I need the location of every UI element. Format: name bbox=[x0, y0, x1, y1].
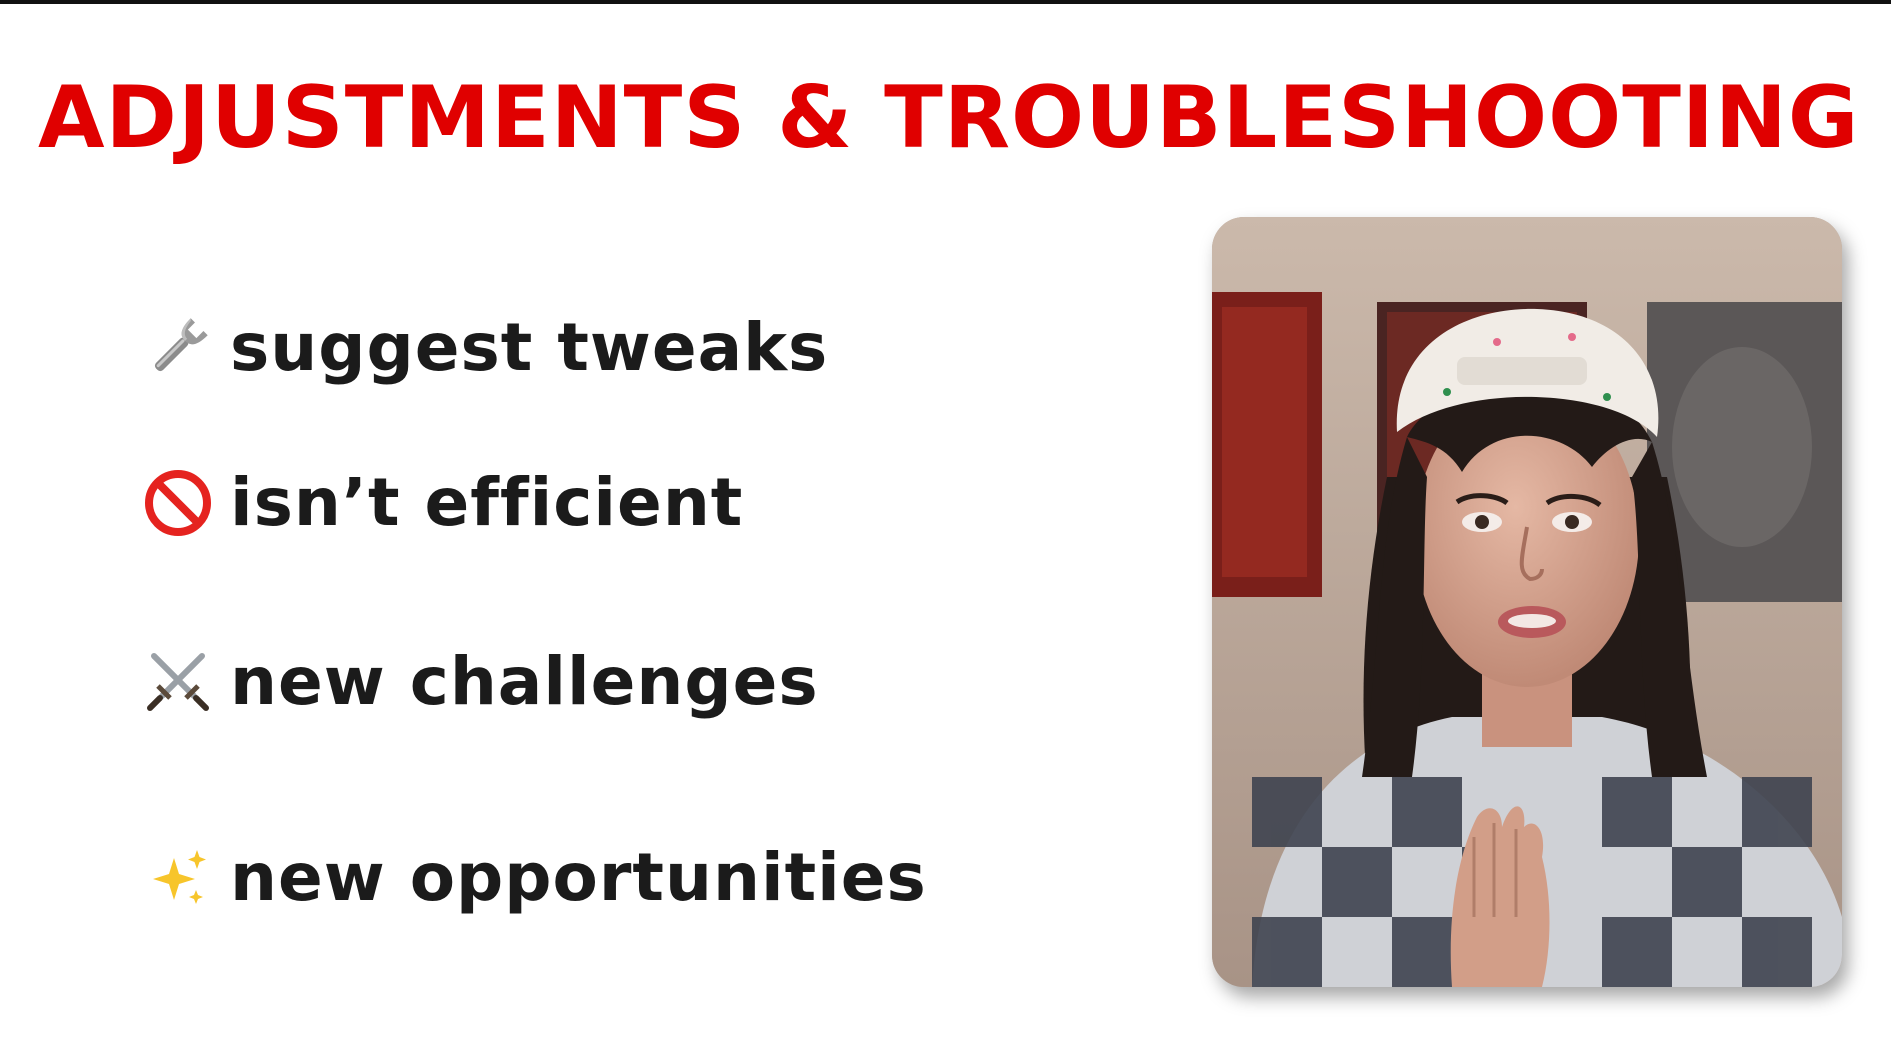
wrench-icon bbox=[144, 314, 212, 382]
bullet-item bbox=[144, 642, 819, 722]
presenter-photo bbox=[1212, 217, 1842, 987]
bullet-text: isn’t efficient bbox=[230, 464, 744, 541]
crossed-swords-icon bbox=[144, 648, 212, 716]
bullet-item bbox=[144, 463, 743, 543]
bullet-text: new opportunities bbox=[230, 839, 927, 916]
sparkles-icon bbox=[144, 844, 212, 912]
bullet-text: new challenges bbox=[230, 643, 819, 720]
no-entry-icon bbox=[144, 469, 212, 537]
bullet-item bbox=[144, 838, 927, 918]
bullet-text: suggest tweaks bbox=[230, 309, 829, 386]
slide-title: ADJUSTMENTS & TROUBLESHOOTING bbox=[38, 68, 1860, 168]
bullet-item bbox=[144, 308, 828, 388]
